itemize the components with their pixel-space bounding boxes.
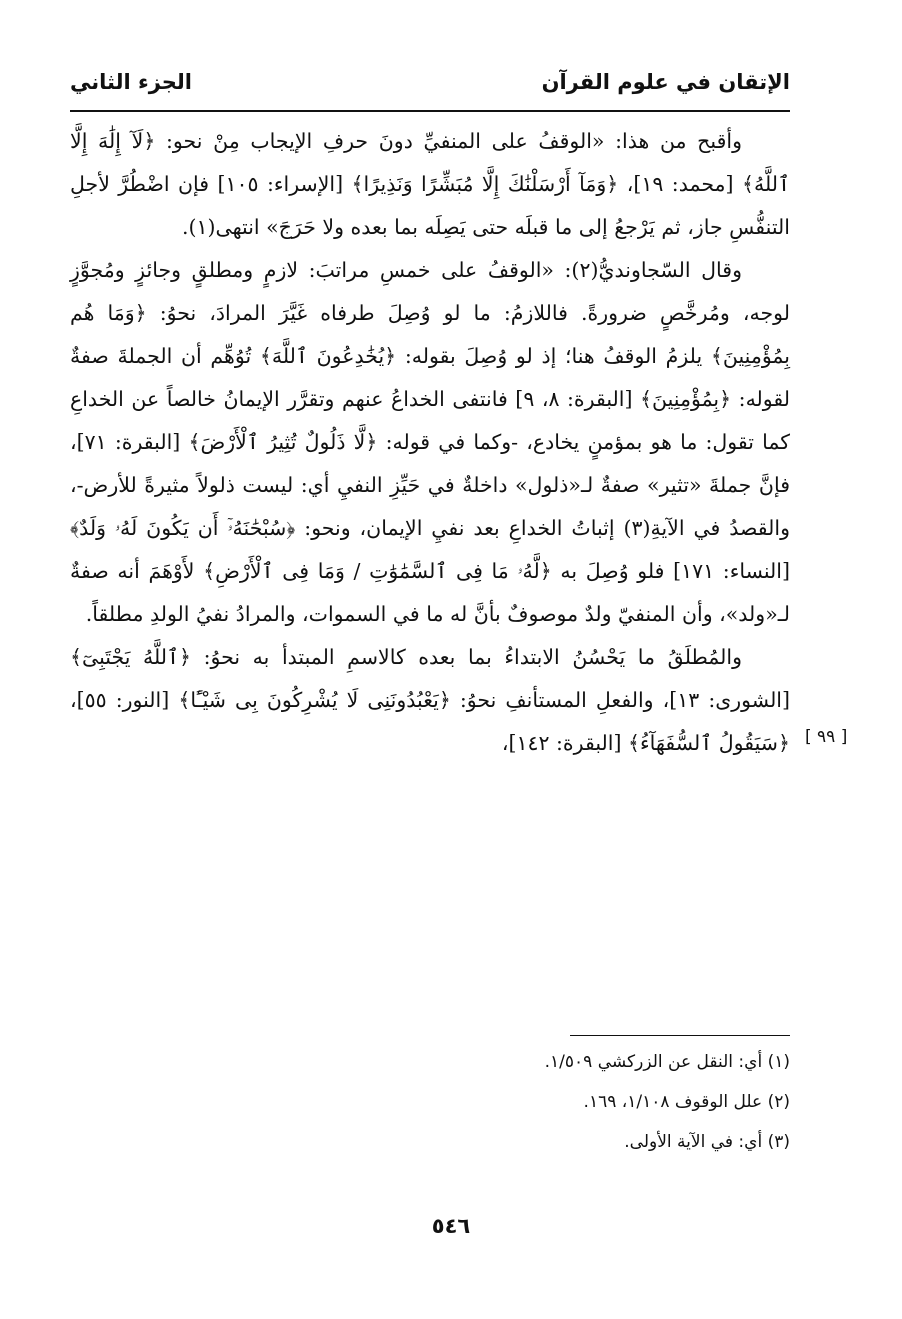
- volume-label: الجزء الثاني: [70, 70, 193, 94]
- header-divider: [70, 110, 790, 112]
- main-text: [70, 120, 790, 765]
- paragraph: والمُطلَقُ ما يَحْسُنُ الابتداءُ بما بعده كالاسمِ المبتدأ به نحوُ: ﴿ٱللَّهُ يَجْتَبِىٓ﴾ [الشورى: ١٣]، والفعلِ المستأنفِ نحوُ: ﴿يَعْبُدُونَنِى لَا يُشْرِكُونَ بِى شَيْـًٔا﴾ [النور: ٥٥]، ﴿سَيَقُولُ ٱلسُّفَهَآءُ﴾ [البقرة: ١٤٢]،: [70, 645, 791, 755]
- book-title: الإتقان في علوم القرآن: [541, 70, 790, 94]
- manuscript-page-marker: [ ٩٩ ]: [805, 727, 848, 747]
- footnote-divider: [570, 1035, 790, 1036]
- footnotes: [70, 1042, 790, 1162]
- running-header: [70, 62, 790, 102]
- paragraph: وأقبح من هذا: «الوقفُ على المنفيِّ دونَ حرفِ الإيجاب مِنْ نحو: ﴿لَآ إِلَٰهَ إِلَّا ٱللَّهُ﴾ [محمد: ١٩]، ﴿وَمَآ أَرْسَلْنَٰكَ إِلَّا مُبَشِّرًا وَنَذِيرًا﴾ [الإسراء: ١٠٥] فإن اضْطُرَّ لأجلِ التنفُّسِ جاز، ثم يَرْجعُ إلى ما قبلَه حتى يَصِلَه بما بعده ولا حَرَجَ» انتهى(١).: [70, 129, 790, 239]
- footnote: (١) أي: النقل عن الزركشي ١/٥٠٩.: [544, 1052, 790, 1072]
- footnote: (٢) علل الوقوف ١/١٠٨، ١٦٩.: [583, 1092, 790, 1112]
- paragraph: وقال السّجاونديُّ(٢): «الوقفُ على خمسِ مراتبَ: لازمٍ ومطلقٍ وجائزٍ ومُجوَّزٍ لوجه، ومُرخَّصٍ ضرورةً. فاللازمُ: ما لو وُصِلَ طرفاه غَيَّرَ المرادَ، نحوُ: ﴿وَمَا هُم بِمُؤْمِنِينَ﴾ يلزمُ الوقفُ هنا؛ إذ لو وُصِلَ بقوله: ﴿يُخَٰدِعُونَ ٱللَّهَ﴾ تُوُهِّم أن الجملةَ صفةٌ لقوله: ﴿بِمُؤْمِنِينَ﴾ [البقرة: ٨، ٩] فانتفى الخداعُ عنهم وتقرَّر الإيمانُ خالصاً عن الخداعِ كما تقول: ما هو بمؤمنٍ يخادع، -وكما في قوله: ﴿لَّا ذَلُولٌ تُثِيرُ ٱلْأَرْضَ﴾ [البقرة: ٧١]، فإنَّ جملةَ «تثير» صفةٌ لـ«ذلول» داخلةٌ في حَيِّزِ النفيِ أي: ليست ذلولاً مثيرةً للأرض-، والقصدُ في الآيةِ(٣) إثباتُ الخداعِ بعد نفيِ الإيمان، ونحو: ﴿سُبْحَٰنَهُۥٓ أَن يَكُونَ لَهُۥ وَلَدٌ﴾ [النساء: ١٧١] فلو وُصِلَ به ﴿لَّهُۥ مَا فِى ٱلسَّمَٰوَٰتِ / وَمَا فِى ٱلْأَرْضِ﴾ لأَوْهَمَ أنه صفةٌ لـ«ولد»، وأن المنفيّ ولدٌ موصوفٌ بأنَّ له ما في السموات، والمرادُ نفيُ الولدِ مطلقاً.: [70, 258, 791, 626]
- page-number: ٥٤٦: [431, 1214, 471, 1238]
- footnote: (٣) أي: في الآية الأولى.: [624, 1132, 790, 1152]
